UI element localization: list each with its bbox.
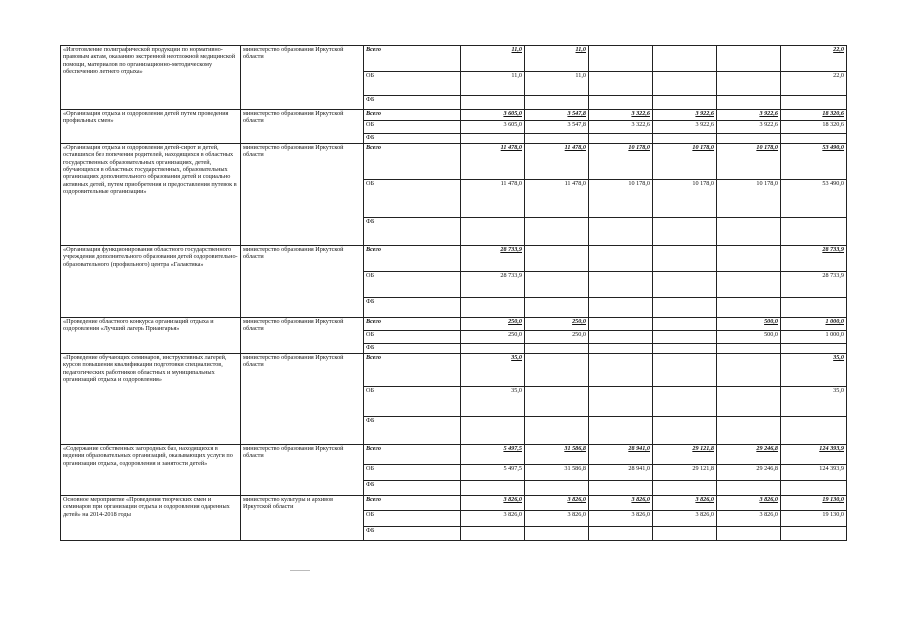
- value-year: 28 733,9: [461, 272, 525, 298]
- measure-name: «Проведение областного конкурса организаций отдыха и оздоровления «Лучший лагерь Приангарья»: [61, 318, 241, 354]
- value-year: [653, 331, 717, 344]
- funding-source: Всего: [364, 496, 461, 511]
- value-year: 3 605,0: [461, 110, 525, 121]
- value-total: 35,0: [781, 354, 847, 387]
- value-year: [525, 527, 589, 541]
- value-year: [717, 134, 781, 144]
- value-year: 3 547,8: [525, 110, 589, 121]
- value-year: [461, 298, 525, 318]
- value-total: [781, 298, 847, 318]
- value-total: 19 130,0: [781, 496, 847, 511]
- funding-source: Всего: [364, 354, 461, 387]
- value-year: [589, 527, 653, 541]
- value-year: 3 826,0: [717, 511, 781, 527]
- measure-name: «Организация функционирования областного государственного учреждения дополнительного образования детей оздоровительно-образовательного (профильного) центра «Галактика»: [61, 246, 241, 318]
- value-year: 500,0: [717, 331, 781, 344]
- value-total: 53 490,0: [781, 144, 847, 180]
- value-year: [653, 246, 717, 272]
- value-year: [461, 218, 525, 246]
- value-year: [589, 344, 653, 354]
- value-year: [525, 298, 589, 318]
- value-year: [525, 218, 589, 246]
- value-year: 3 826,0: [525, 496, 589, 511]
- value-total: 1 000,0: [781, 318, 847, 331]
- value-year: 11,0: [525, 72, 589, 96]
- value-year: [653, 134, 717, 144]
- table-row-total: [61, 246, 847, 272]
- value-year: 3 922,6: [653, 121, 717, 134]
- value-year: [589, 72, 653, 96]
- value-year: 11 478,0: [525, 144, 589, 180]
- value-total: 1 000,0: [781, 331, 847, 344]
- funding-source: ФБ: [364, 218, 461, 246]
- table-row-total: [61, 318, 847, 331]
- responsible-executor: министерство образования Иркутской области: [241, 246, 364, 318]
- value-total: [781, 344, 847, 354]
- value-year: [717, 387, 781, 417]
- table-row-total: [61, 144, 847, 180]
- value-year: [589, 96, 653, 110]
- value-year: [717, 72, 781, 96]
- value-year: [589, 331, 653, 344]
- responsible-executor: министерство образования Иркутской области: [241, 354, 364, 445]
- value-year: [717, 218, 781, 246]
- funding-source: ФБ: [364, 134, 461, 144]
- funding-source: ОБ: [364, 331, 461, 344]
- value-year: [461, 134, 525, 144]
- responsible-executor: министерство образования Иркутской области: [241, 46, 364, 110]
- table-row-total: [61, 110, 847, 121]
- value-total: 124 393,9: [781, 445, 847, 465]
- value-year: 3 322,6: [589, 121, 653, 134]
- value-year: 3 826,0: [461, 496, 525, 511]
- funding-source: ОБ: [364, 511, 461, 527]
- value-year: [653, 318, 717, 331]
- table-row-total: [61, 445, 847, 465]
- funding-source: Всего: [364, 110, 461, 121]
- value-total: 19 130,0: [781, 511, 847, 527]
- value-total: 18 320,6: [781, 110, 847, 121]
- value-year: 3 922,6: [717, 110, 781, 121]
- measure-name: «Изготовление полиграфической продукции по нормативно-правовым актам, оказанию экстренной неотложной медицинской помощи, материалов по организационно-методическому обеспечению летнего отдыха»: [61, 46, 241, 110]
- value-total: [781, 96, 847, 110]
- value-total: 22,0: [781, 72, 847, 96]
- value-year: [653, 344, 717, 354]
- value-year: [717, 344, 781, 354]
- value-year: 250,0: [525, 331, 589, 344]
- value-year: [461, 527, 525, 541]
- table-row-total: [61, 354, 847, 387]
- value-year: 10 178,0: [717, 144, 781, 180]
- value-year: 35,0: [461, 387, 525, 417]
- responsible-executor: министерство культуры и архивов Иркутской области: [241, 496, 364, 541]
- value-year: [653, 96, 717, 110]
- value-year: [717, 481, 781, 496]
- value-year: [653, 272, 717, 298]
- funding-source: ОБ: [364, 180, 461, 218]
- value-year: [525, 387, 589, 417]
- value-year: [589, 481, 653, 496]
- value-year: [653, 481, 717, 496]
- value-year: 5 497,5: [461, 445, 525, 465]
- value-year: 250,0: [461, 318, 525, 331]
- value-year: [653, 46, 717, 72]
- value-year: [589, 387, 653, 417]
- budget-table: [60, 45, 847, 541]
- value-year: 250,0: [461, 331, 525, 344]
- responsible-executor: министерство образования Иркутской области: [241, 144, 364, 246]
- responsible-executor: министерство образования Иркутской области: [241, 318, 364, 354]
- value-year: 3 826,0: [717, 496, 781, 511]
- funding-source: Всего: [364, 318, 461, 331]
- value-year: 28 941,0: [589, 465, 653, 481]
- value-year: 29 121,8: [653, 465, 717, 481]
- value-total: 35,0: [781, 387, 847, 417]
- measure-name: «Организация отдыха и оздоровления детей-сирот и детей, оставшихся без попечения родителей, находящихся в областных государственных образовательных организациях, детей, обучающихся в областных государственных, образовательных организациях дополнительного образования детей и социально активных детей, путем приобретения и предоставления путевок в оздоровительные организации»: [61, 144, 241, 246]
- value-year: [717, 298, 781, 318]
- funding-source: Всего: [364, 46, 461, 72]
- value-total: 28 733,9: [781, 272, 847, 298]
- value-year: [461, 344, 525, 354]
- value-year: 3 547,8: [525, 121, 589, 134]
- value-year: 500,0: [717, 318, 781, 331]
- value-year: [525, 272, 589, 298]
- funding-source: ОБ: [364, 121, 461, 134]
- value-year: [717, 96, 781, 110]
- measure-name: «Содержание собственных загородных баз, находящихся в ведении образовательных организаций, оказывающих услуги по организации отдыха, оздоровления и занятости детей»: [61, 445, 241, 496]
- value-year: 3 922,6: [653, 110, 717, 121]
- table-row-total: [61, 496, 847, 511]
- value-year: [589, 272, 653, 298]
- value-year: [589, 218, 653, 246]
- value-total: [781, 417, 847, 445]
- funding-source: ФБ: [364, 527, 461, 541]
- value-year: [589, 318, 653, 331]
- value-year: 3 605,0: [461, 121, 525, 134]
- value-year: 10 178,0: [653, 144, 717, 180]
- value-year: 3 826,0: [589, 496, 653, 511]
- value-year: [653, 218, 717, 246]
- funding-source: ФБ: [364, 344, 461, 354]
- value-year: [589, 134, 653, 144]
- value-year: [525, 354, 589, 387]
- value-year: 29 246,8: [717, 465, 781, 481]
- scan-artifact: [290, 570, 310, 571]
- value-year: [461, 417, 525, 445]
- value-year: [653, 387, 717, 417]
- value-year: [525, 417, 589, 445]
- measure-name: «Проведение обучающих семинаров, инструктивных лагерей, курсов повышения квалификации подготовки специалистов, педагогических работников областных и муниципальных организаций отдыха и оздоровления»: [61, 354, 241, 445]
- value-year: [653, 72, 717, 96]
- value-year: 28 941,0: [589, 445, 653, 465]
- value-year: [525, 134, 589, 144]
- value-year: [461, 481, 525, 496]
- value-year: 3 826,0: [653, 511, 717, 527]
- value-total: 124 393,9: [781, 465, 847, 481]
- funding-source: ФБ: [364, 481, 461, 496]
- funding-source: ОБ: [364, 272, 461, 298]
- value-year: [461, 96, 525, 110]
- value-total: [781, 134, 847, 144]
- value-year: [717, 246, 781, 272]
- value-year: 29 246,8: [717, 445, 781, 465]
- funding-source: ФБ: [364, 96, 461, 110]
- responsible-executor: министерство образования Иркутской области: [241, 445, 364, 496]
- value-year: 10 178,0: [589, 180, 653, 218]
- value-year: 11,0: [461, 46, 525, 72]
- value-year: [589, 46, 653, 72]
- value-year: [589, 246, 653, 272]
- value-year: [653, 527, 717, 541]
- value-year: [717, 272, 781, 298]
- value-year: 3 826,0: [525, 511, 589, 527]
- value-year: 11 478,0: [461, 180, 525, 218]
- value-total: 28 733,9: [781, 246, 847, 272]
- value-year: [589, 417, 653, 445]
- value-year: 31 586,8: [525, 445, 589, 465]
- value-year: [525, 344, 589, 354]
- value-year: 3 826,0: [589, 511, 653, 527]
- value-year: [589, 298, 653, 318]
- value-year: 3 826,0: [461, 511, 525, 527]
- value-year: 29 121,8: [653, 445, 717, 465]
- value-year: [525, 481, 589, 496]
- value-year: [589, 354, 653, 387]
- value-total: 22,0: [781, 46, 847, 72]
- value-year: 31 586,8: [525, 465, 589, 481]
- value-year: 11,0: [525, 46, 589, 72]
- value-year: [525, 96, 589, 110]
- funding-source: ФБ: [364, 298, 461, 318]
- value-year: [717, 46, 781, 72]
- value-year: 3 922,6: [717, 121, 781, 134]
- value-total: 18 320,6: [781, 121, 847, 134]
- value-year: 35,0: [461, 354, 525, 387]
- value-total: 53 490,0: [781, 180, 847, 218]
- value-year: 11 478,0: [525, 180, 589, 218]
- value-total: [781, 218, 847, 246]
- value-year: 5 497,5: [461, 465, 525, 481]
- value-year: [717, 417, 781, 445]
- value-year: [653, 298, 717, 318]
- value-year: 11 478,0: [461, 144, 525, 180]
- funding-source: Всего: [364, 144, 461, 180]
- measure-name: «Организация отдыха и оздоровления детей путем проведения профильных смен»: [61, 110, 241, 144]
- funding-source: Всего: [364, 246, 461, 272]
- value-year: [717, 354, 781, 387]
- value-year: [653, 354, 717, 387]
- funding-source: Всего: [364, 445, 461, 465]
- value-year: [653, 417, 717, 445]
- value-year: 11,0: [461, 72, 525, 96]
- value-year: [717, 527, 781, 541]
- value-total: [781, 481, 847, 496]
- funding-source: ОБ: [364, 72, 461, 96]
- funding-source: ОБ: [364, 465, 461, 481]
- value-year: 10 178,0: [653, 180, 717, 218]
- value-year: 3 826,0: [653, 496, 717, 511]
- value-year: 10 178,0: [589, 144, 653, 180]
- responsible-executor: министерство образования Иркутской области: [241, 110, 364, 144]
- table-row-total: [61, 46, 847, 72]
- measure-name: Основное мероприятие «Проведения творческих смен и семинаров при организации отдыха и оздоровления одаренных детей» на 2014-2018 годы: [61, 496, 241, 541]
- value-total: [781, 527, 847, 541]
- funding-source: ОБ: [364, 387, 461, 417]
- value-year: 3 322,6: [589, 110, 653, 121]
- funding-source: ФБ: [364, 417, 461, 445]
- value-year: 250,0: [525, 318, 589, 331]
- value-year: 10 178,0: [717, 180, 781, 218]
- value-year: 28 733,9: [461, 246, 525, 272]
- value-year: [525, 246, 589, 272]
